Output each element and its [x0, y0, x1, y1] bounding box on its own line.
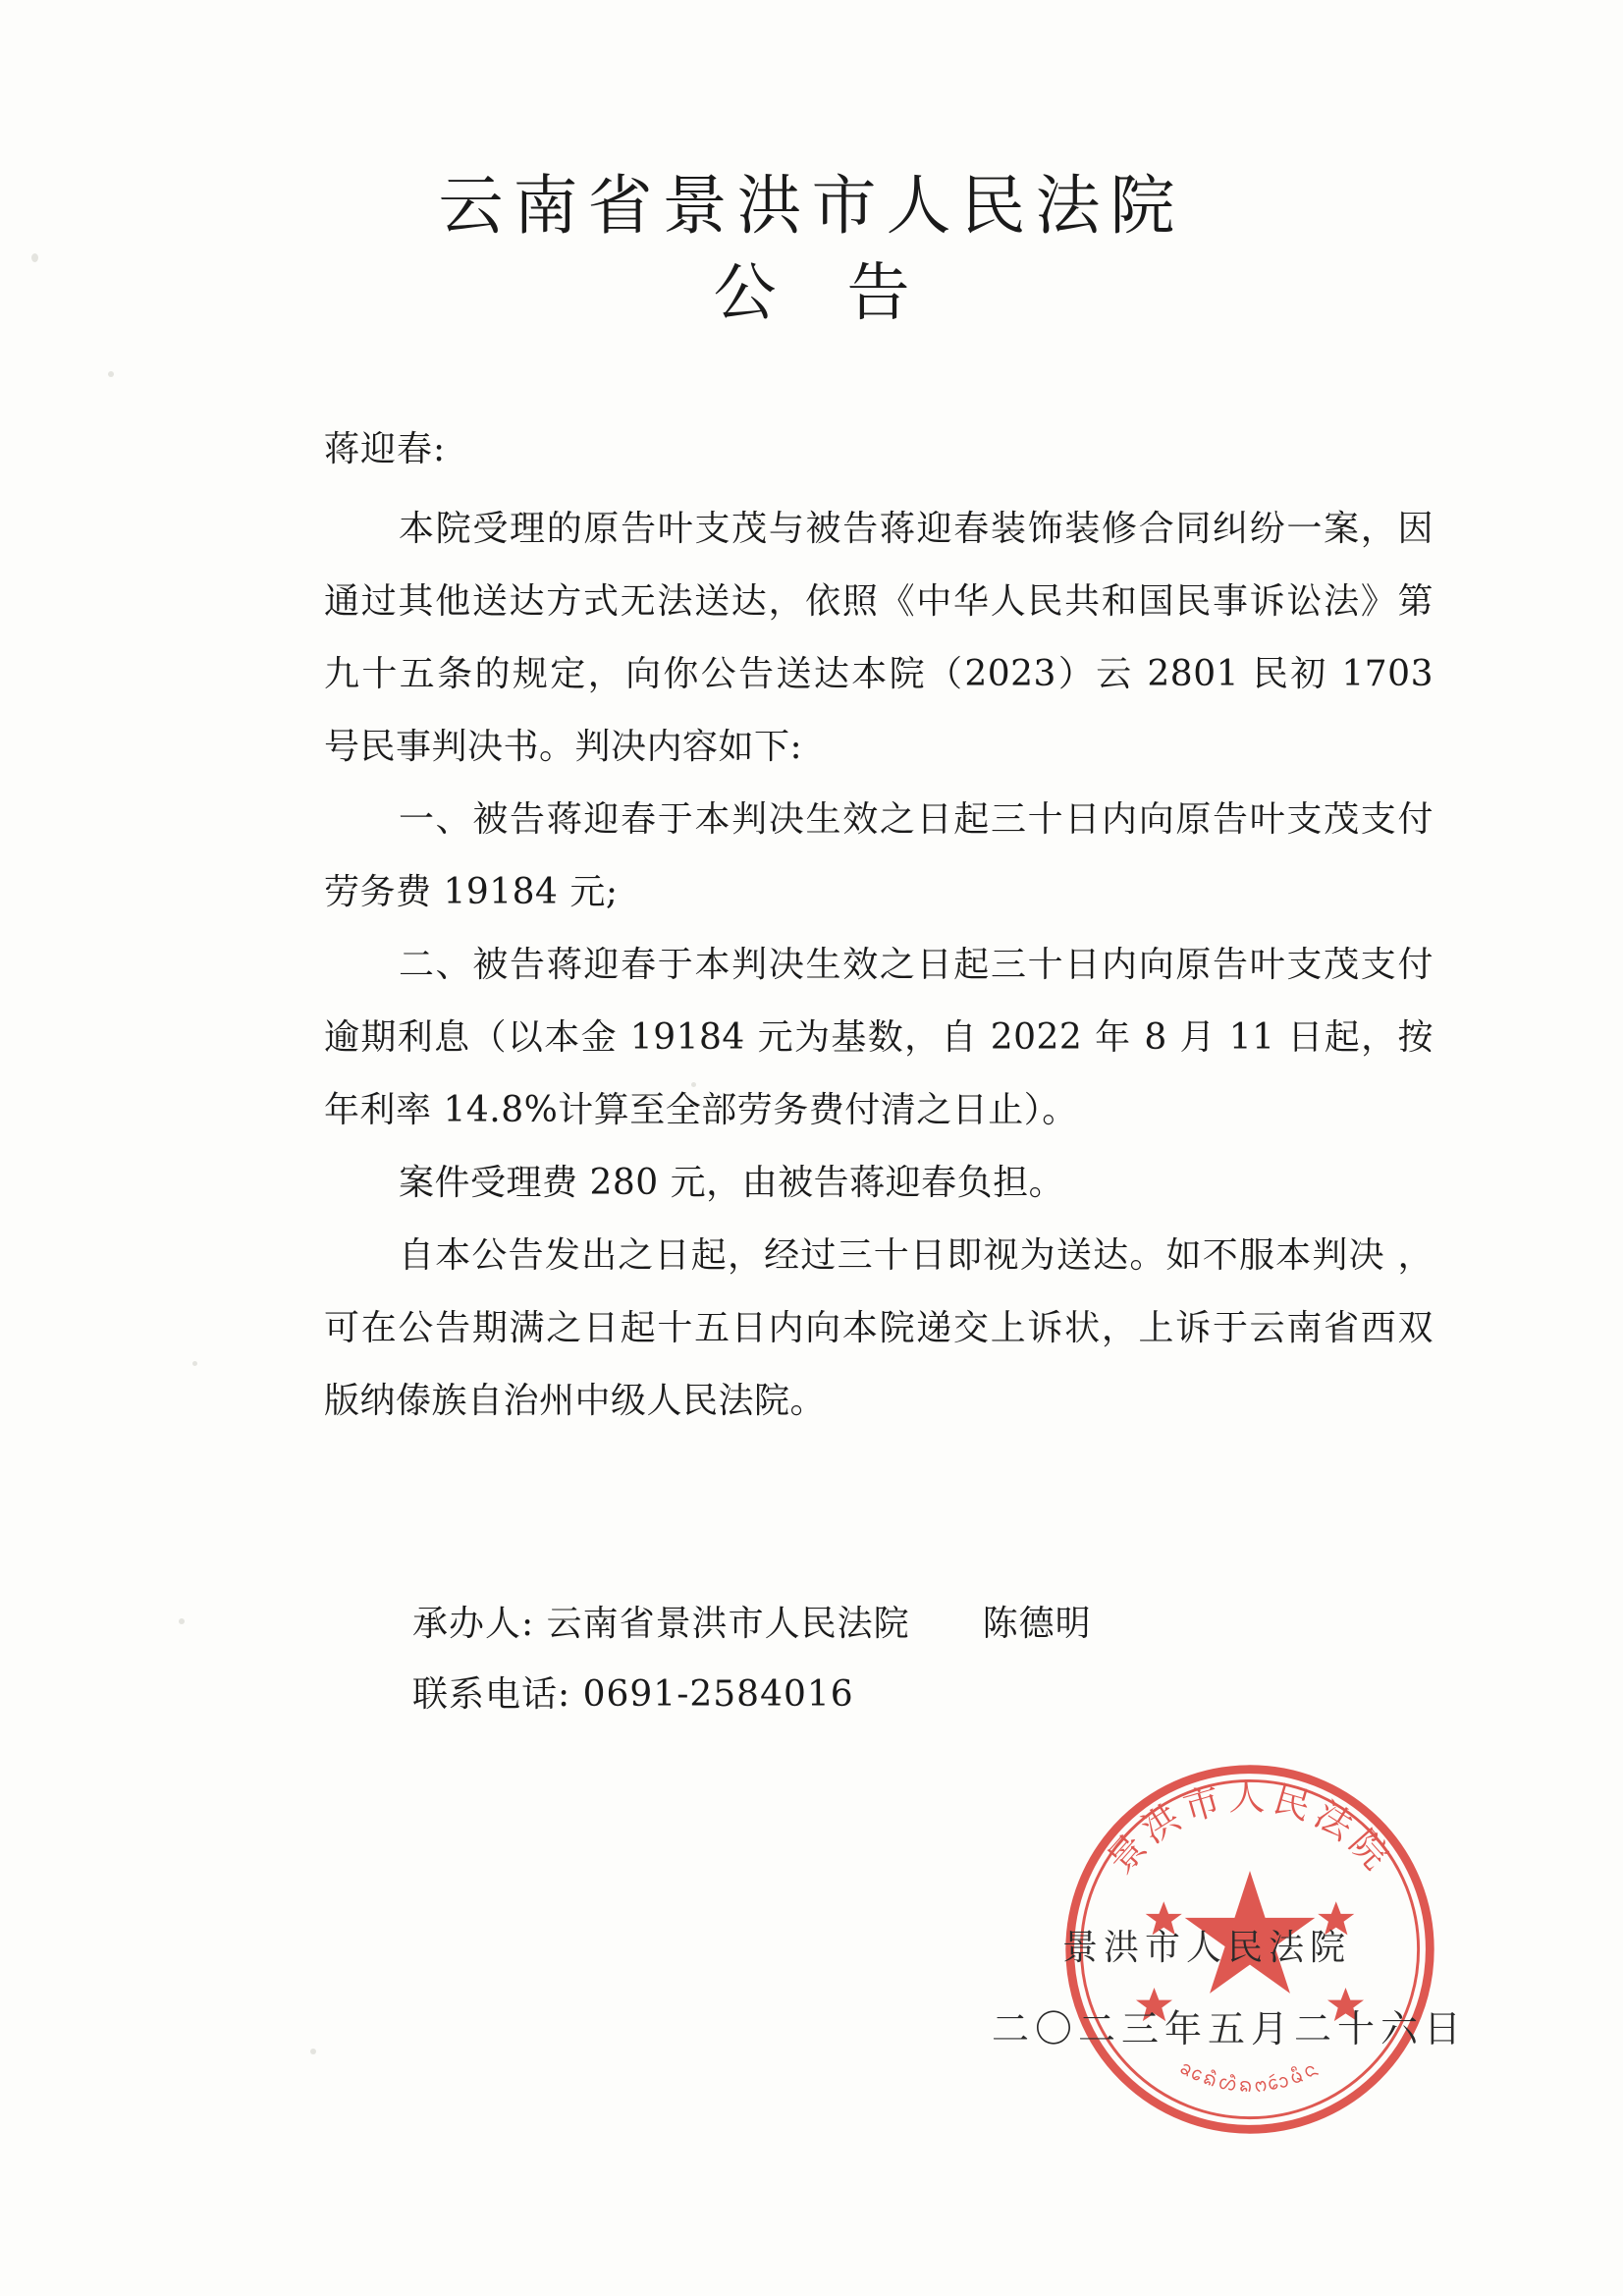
- paragraph-case-intro: 本院受理的原告叶支茂与被告蒋迎春装饰装修合同纠纷一案，因通过其他送达方式无法送达，依照《中华人民共和国民事诉讼法》第九十五条的规定，向你公告送达本院（2023）云 2801 民初 1703 号民事判决书。判决内容如下:: [324, 509, 1434, 767]
- signature-block: [412, 1589, 1434, 1730]
- salutation: 蒋迎春:: [324, 429, 447, 469]
- handler-line: 承办人: 云南省景洪市人民法院 陈德明: [412, 1604, 1092, 1644]
- seal-date: 二〇二三年五月二十六日: [992, 2007, 1468, 2050]
- paragraph-judgment-item-1: 一、被告蒋迎春于本判决生效之日起三十日内向原告叶支茂支付劳务费 19184 元;: [324, 799, 1434, 912]
- contact-phone-line: 联系电话: 0691-2584016: [412, 1674, 854, 1715]
- document-body: [324, 429, 1434, 1438]
- paragraph-case-fee: 案件受理费 280 元，由被告蒋迎春负担。: [399, 1163, 1065, 1203]
- paragraph-appeal-notice: 自本公告发出之日起，经过三十日即视为送达。如不服本判决 ，可在公告期满之日起十五日内向本院递交上诉状，上诉于云南省西双版纳傣族自治州中级人民法院。: [324, 1235, 1434, 1421]
- court-name-title: 云南省景洪市人民法院: [438, 168, 1185, 244]
- document-header: [0, 168, 1623, 331]
- document-type-title: 公告: [713, 257, 981, 331]
- svg-text:ᨡᩮᨦᩫᩉᩫᨦᨻᩮᩢᩣᨾᩥᨶ: ᨡᩮᨦᩫᩉᩫᨦᨻᩮᩢᩣᨾᩥᨶ: [1176, 2055, 1324, 2098]
- seal-court-name: 景洪市人民法院: [1062, 1928, 1352, 1968]
- svg-text:景洪市人民法院: 景洪市人民法院: [1099, 1776, 1401, 1883]
- paragraph-judgment-item-2: 二、被告蒋迎春于本判决生效之日起三十日内向原告叶支茂支付逾期利息（以本金 19184 元为基数，自 2022 年 8 月 11 日起，按年利率 14.8%计算至全部劳务费付清之日止）。: [324, 945, 1434, 1130]
